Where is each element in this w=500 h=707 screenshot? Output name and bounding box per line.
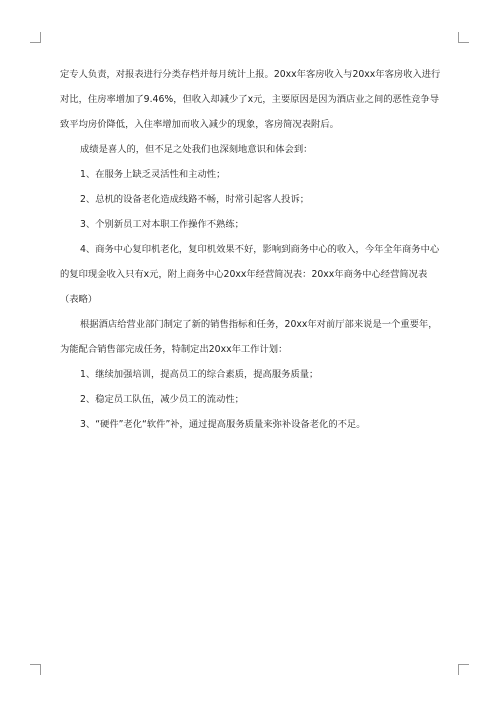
list-item-shortcoming-4: 4、商务中心复印机老化，复印机效果不好，影响到商务中心的收入，今年全年商务中心的复印现金收入只有x元，附上商务中心20xx年经营简况表：20xx年商务中心经营简况表（表略） <box>60 244 440 305</box>
list-item-plan-2: 2、稳定员工队伍，减少员工的流动性； <box>80 394 244 405</box>
list-item-plan-1: 1、继续加强培训，提高员工的综合素质，提高服务质量； <box>80 369 319 380</box>
list-item-plan-3: 3、“硬件”老化“软件”补，通过提高服务质量来弥补设备老化的不足。 <box>80 419 366 430</box>
document-body <box>60 62 442 437</box>
paragraph-plan-intro: 根据酒店给营业部门制定了新的销售指标和任务，20xx年对前厅部来说是一个重要年，为能配合销售部完成任务，特制定出20xx年工作计划： <box>60 319 438 355</box>
paragraph-report-archive: 定专人负责，对报表进行分类存档并每月统计上报。20xx年客房收入与20xx年客房收入进行对比，住房率增加了9.46%，但收入却减少了x元，主要原因是因为酒店业之间的恶性竞争导致平均房价降低，入住率增加而收入减少的现象，客房简况表附后。 <box>60 69 441 130</box>
crop-mark-top-left <box>30 32 41 43</box>
crop-mark-bottom-left <box>30 664 41 675</box>
crop-mark-top-right <box>458 32 469 43</box>
list-item-shortcoming-3: 3、个别新员工对本职工作操作不熟练； <box>80 219 244 230</box>
paragraph-achievements-intro: 成绩是喜人的，但不足之处我们也深刻地意识和体会到： <box>80 144 313 155</box>
list-item-shortcoming-2: 2、总机的设备老化造成线路不畅，时常引起客人投诉； <box>80 194 310 205</box>
list-item-shortcoming-1: 1、在服务上缺乏灵活性和主动性； <box>80 169 226 180</box>
crop-mark-bottom-right <box>458 664 469 675</box>
